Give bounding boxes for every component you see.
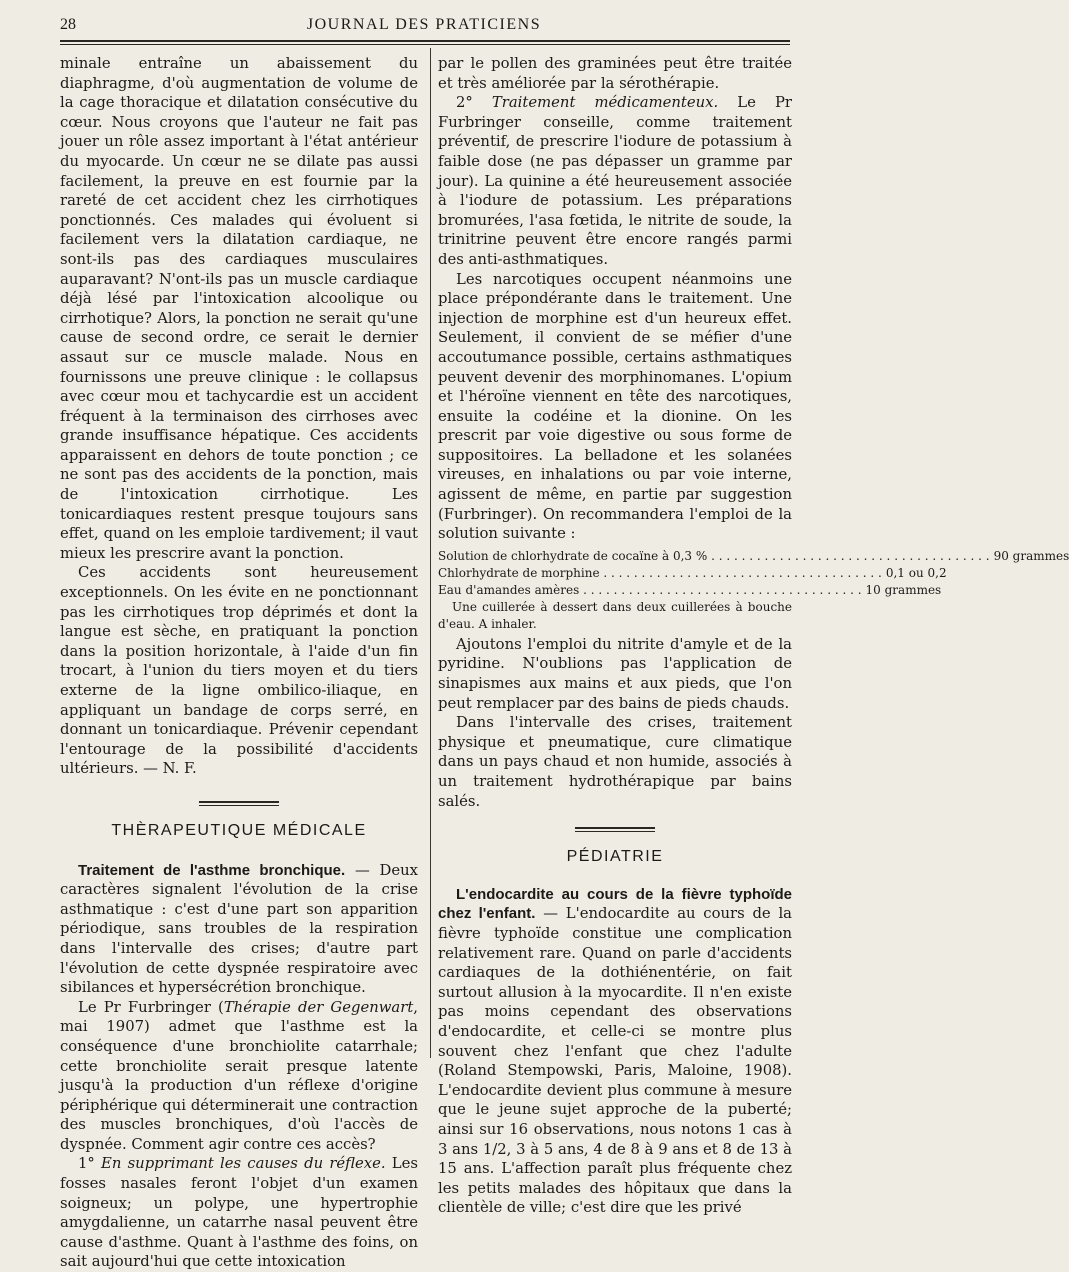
journal-title: JOURNAL DES PRATICIENS xyxy=(306,16,542,33)
paragraph xyxy=(438,93,792,269)
section-heading-pediatrie: PÉDIATRIE xyxy=(566,848,664,866)
formula-row xyxy=(438,548,1069,565)
page-header xyxy=(60,14,788,38)
left-column xyxy=(60,54,419,1271)
paragraph: Les narcotiques occupent néanmoins une place prépondérante dans le traitement. Une injection de morphine est d'un heureux effet. Seulement, il convient de se méfier d'une accoutumance possible, certains asthmatiques peuvent devenir des morphinomanes. L'opium et l'héroïne viennent en tête des narcotiques, ensuite la codéine et la dionine. On les prescrit par voie digestive ou sous forme de suppositoires. La belladone et les solanées vireuses, en inhalations ou par voie interne, agissent de même, en partie par suggestion (Furbringer). On recommandera l'emploi de la solution suivante : xyxy=(438,270,792,543)
right-column xyxy=(438,54,1069,1217)
column-divider xyxy=(430,48,431,1058)
formula-row xyxy=(438,582,942,599)
text-run: Le Pr Furbringer conseille, comme traitement préventif, de prescrire l'iodure de potassium à faible dose (ne pas dépasser un gramme par jour). La quinine a été heureusement associée à l'iodure de potassium. Les préparations bromurées, l'asa fœtida, le nitrite de soude, la trinitrine peuvent être encore rangés parmi des anti-asthmatiques. xyxy=(438,94,792,268)
article-title: L'endocardite au cours de la fièvre typhoïde chez l'enfant. xyxy=(438,885,792,923)
paragraph-continued: minale entraîne un abaissement du diaphragme, d'où augmentation de volume de la cage thoracique et dilatation consécutive du cœur. Nous croyons que l'auteur ne fait pas jouer un rôle assez important à l'état antérieur du myocarde. Un cœur ne se dilate pas aussi facilement, la preuve en est fournie par la rareté de cet accident chez les cirrhotiques ponctionnés. Ces malades qui évoluent si facilement vers la dilatation cardiaque, ne sont-ils pas des cardiaques musculaires auparavant? N'ont-ils pas un muscle cardiaque déjà lésé par l'intoxication alcoolique ou cirrhotique? Alors, la ponction ne serait qu'une cause de second ordre, ce serait le dernier assaut sur ce muscle malade. Nous en fournissons une preuve clinique : le collapsus avec cœur mou et tachycardie est un accident fréquent à la terminaison des cirrhoses avec grande insuffisance hépatique. Ces accidents apparaissent en dehors de toute ponction ; ce ne sont pas des accidents de la ponction, mais de l'intoxication cirrhotique. Les tonicardiaques restent presque toujours sans effet, quand on les emploie tardivement; il vaut mieux les prescrire avant la ponction. xyxy=(60,55,418,562)
italic-subheading: En supprimant les causes du réflexe. xyxy=(101,1155,386,1173)
ingredient-name: Eau d'amandes amères . . . xyxy=(438,582,862,599)
ingredient-name: Chlorhydrate de morphine . . . xyxy=(438,565,882,582)
section-ornament xyxy=(438,825,792,835)
formula-row xyxy=(438,565,947,582)
formula-instructions: Une cuillerée à dessert dans deux cuillerées à bouche d'eau. A inhaler. xyxy=(438,599,792,631)
text-run: Le Pr Furbringer ( xyxy=(78,998,224,1016)
ingredient-name: Solution de chlorhydrate de cocaïne à 0,3 % . . . xyxy=(438,548,990,565)
section-ornament xyxy=(60,799,418,809)
paragraph xyxy=(60,998,418,1155)
text-run: 1° xyxy=(78,1155,102,1173)
section-heading-therapeutique: THÈRAPEUTIQUE MÉDICALE xyxy=(111,821,367,839)
header-rule-thin xyxy=(60,44,790,45)
page-number: 28 xyxy=(60,16,76,33)
text-run: 2° xyxy=(456,94,492,112)
article-title: Traitement de l'asthme bronchique. xyxy=(78,861,346,879)
prescription-formula xyxy=(438,548,1069,633)
article-text: — Deux caractères signalent l'évolution de la crise asthmatique : c'est d'une part son apparition périodique, sans troubles de la respiration dans l'intervalle des crises; d'autre part l'évolution de cette dyspnée respiratoire avec sibilances et hypersécrétion bronchique. xyxy=(60,861,419,997)
paragraph: Ajoutons l'emploi du nitrite d'amyle et de la pyridine. N'oublions pas l'application de sinapismes aux mains et aux pieds, que l'on peut remplacer par des bains de pieds chauds. xyxy=(438,635,792,712)
text-run: Les fosses nasales feront l'objet d'un examen soigneux; un polype, une hypertrophie amygdalienne, un catarrhe nasal peuvent être cause d'asthme. Quant à l'asthme des foins, on sait aujourd'hui que cette intoxication xyxy=(60,1155,418,1271)
text-run: , mai 1907) admet que l'asthme est la conséquence d'une bronchiolite catarrhale; cette bronchiolite serait presque latente jusqu'à la production d'un réflexe d'origine périphérique qui déterminerait une contraction des muscles bronchiques, d'où l'accès de dyspnée. Comment agir contre ces accès? xyxy=(60,998,418,1153)
ingredient-quantity: 90 grammes xyxy=(993,548,1069,563)
article-text: — L'endocardite au cours de la fièvre typhoïde constitue une complication relativement rare. Quand on parle d'accidents cardiaques de la dothiénentérie, on fait surtout allusion à la myocardite. Il n'en existe pas moins cependant des observations d'endocardite, et celle-ci se montre plus souvent chez l'enfant que chez l'adulte (Roland Stempowski, Paris, Maloine, 1908). L'endocardite devient plus commune à mesure que le jeune sujet approche de la puberté; ainsi sur 16 observations, nous notons 1 cas à 3 ans 1/2, 3 à 5 ans, 4 de 8 à 9 ans et 8 de 13 à 15 ans. L'affection paraît plus fréquente chez les petits malades des hôpitaux que dans la clientèle de ville; c'est dire que les privé xyxy=(438,905,793,1217)
ingredient-quantity: 0,1 ou 0,2 xyxy=(885,565,947,580)
paragraph: Ces accidents sont heureusement exceptionnels. On les évite en ne ponctionnant pas les cirrhotiques trop déprimés et dont la langue est sèche, en pratiquant la ponction dans la position horizontale, à l'aide d'un fin trocart, à l'union du tiers moyen et du tiers externe de la ligne ombilico-iliaque, en appliquant un bandage de corps serré, en donnant un tonicardiaque. Prévenir cependant l'entourage de la possibilité d'accidents ultérieurs. — N. F. xyxy=(60,564,418,778)
article-paragraph xyxy=(60,861,418,998)
paragraph-continued: par le pollen des graminées peut être traitée et très améliorée par la sérothérapie. xyxy=(438,55,792,92)
header-rule xyxy=(60,40,790,42)
paragraph xyxy=(60,1154,418,1272)
italic-subheading: Traitement médicamenteux. xyxy=(491,94,719,112)
ingredient-quantity: 10 grammes xyxy=(865,582,942,597)
article-paragraph xyxy=(438,885,792,1218)
paragraph: Dans l'intervalle des crises, traitement physique et pneumatique, cure climatique dans un pays chaud et non humide, associés à un traitement hydrothérapique par bains salés. xyxy=(438,714,792,810)
journal-citation: Thérapie der Gegenwart xyxy=(223,998,414,1016)
